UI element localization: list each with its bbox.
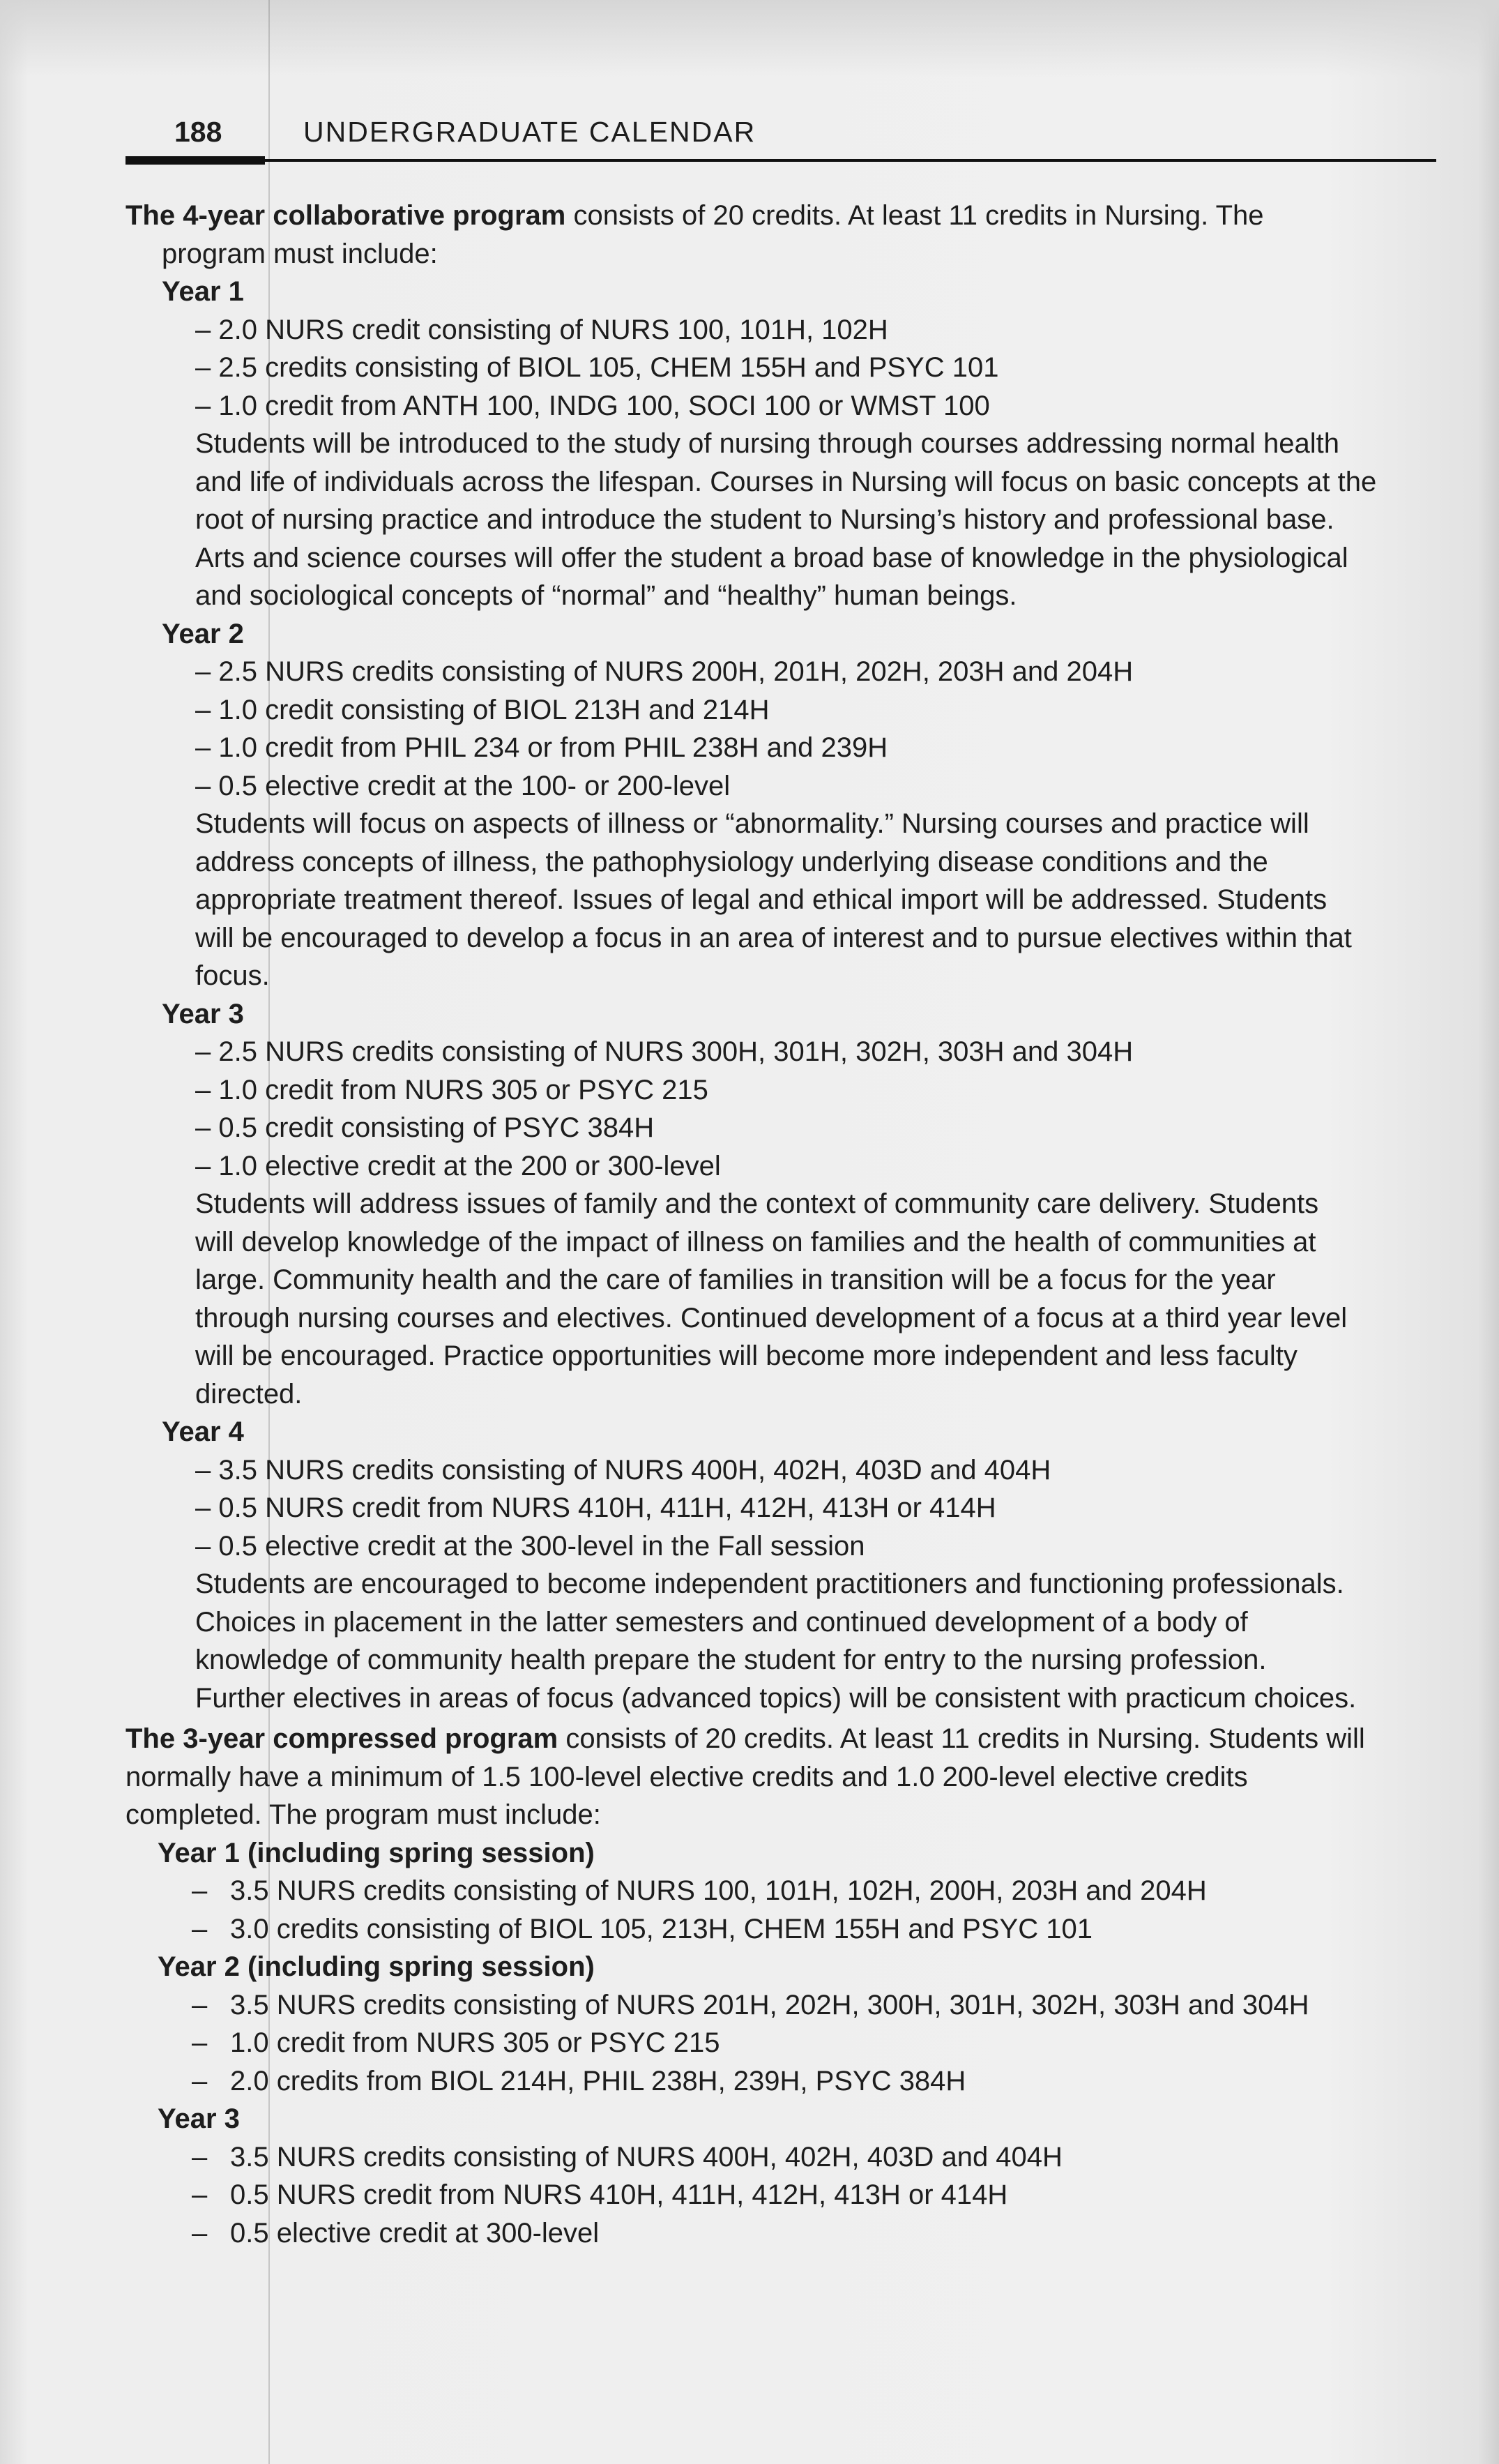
text-line: will be encouraged. Practice opportunities will become more independent and less faculty	[195, 1340, 1298, 1371]
list-item	[192, 1986, 1436, 2025]
text-line: and sociological concepts of “normal” and “healthy” human beings.	[195, 580, 1017, 611]
three-year-intro-text: consists of 20 credits. At least 11 credits in Nursing. Students will	[558, 1723, 1365, 1754]
year-heading: Year 2 (including spring session)	[158, 1951, 595, 1982]
text-line: normally have a minimum of 1.5 100-level elective credits and 1.0 200-level elective credits	[125, 1761, 1248, 1792]
year-description	[195, 425, 1436, 615]
list-item: – 0.5 elective credit at the 300-level in the Fall session	[195, 1530, 865, 1562]
text-line: Students will be introduced to the study of nursing through courses addressing normal health	[195, 428, 1339, 459]
year-heading: Year 1	[162, 276, 244, 307]
year-description	[195, 1185, 1436, 1413]
text-line: and life of individuals across the lifespan. Courses in Nursing will focus on basic concepts at the	[195, 466, 1377, 497]
list-item-text: 3.0 credits consisting of BIOL 105, 213H, CHEM 155H and PSYC 101	[230, 1913, 1093, 1944]
text-line: Further electives in areas of focus (advanced topics) will be consistent with practicum choices.	[195, 1682, 1357, 1714]
text-line: Choices in placement in the latter semesters and continued development of a body of	[195, 1606, 1248, 1638]
list-item: – 2.5 credits consisting of BIOL 105, CHEM 155H and PSYC 101	[195, 352, 999, 383]
text-line: address concepts of illness, the pathophysiology underlying disease conditions and the	[195, 846, 1268, 877]
list-item: – 0.5 elective credit at the 100- or 200-level	[195, 770, 731, 801]
year-description	[195, 1565, 1436, 1717]
list-item	[192, 2024, 1436, 2062]
header-rule-thick	[125, 156, 265, 165]
list-item: – 1.0 elective credit at the 200 or 300-level	[195, 1150, 721, 1181]
text-line: root of nursing practice and introduce the student to Nursing’s history and professional base.	[195, 504, 1334, 535]
four-year-intro-text: consists of 20 credits. At least 11 credits in Nursing. The	[565, 200, 1264, 231]
year-heading: Year 3	[162, 998, 244, 1029]
dash: –	[192, 2217, 208, 2248]
scan-shadow	[0, 0, 1499, 77]
dash: –	[192, 1875, 208, 1906]
list-item: – 1.0 credit from NURS 305 or PSYC 215	[195, 1074, 708, 1105]
four-year-intro-text-cont: program must include:	[162, 238, 438, 269]
text-line: will be encouraged to develop a focus in an area of interest and to pursue electives within that	[195, 922, 1352, 953]
running-title: UNDERGRADUATE CALENDAR	[303, 116, 756, 148]
year-heading: Year 1 (including spring session)	[158, 1837, 595, 1868]
header-rule-thin	[265, 159, 1436, 162]
dash: –	[192, 2179, 208, 2210]
text-line: through nursing courses and electives. Continued development of a focus at a third year level	[195, 1302, 1348, 1333]
year-heading: Year 3	[158, 2103, 240, 2134]
page-body	[125, 197, 1436, 2252]
list-item: – 1.0 credit from PHIL 234 or from PHIL 238H and 239H	[195, 732, 888, 763]
list-item: – 2.5 NURS credits consisting of NURS 300H, 301H, 302H, 303H and 304H	[195, 1036, 1134, 1067]
list-item-text: 0.5 NURS credit from NURS 410H, 411H, 412H, 413H or 414H	[230, 2179, 1008, 2210]
text-line: completed. The program must include:	[125, 1799, 601, 1830]
list-item	[192, 2214, 1436, 2253]
year-heading: Year 4	[162, 1416, 244, 1447]
year-description	[195, 805, 1436, 995]
dash: –	[192, 2065, 208, 2096]
page-header	[125, 112, 1436, 160]
list-item: – 2.0 NURS credit consisting of NURS 100, 101H, 102H	[195, 314, 888, 345]
dash: –	[192, 2027, 208, 2058]
three-year-intro	[125, 1720, 1436, 1834]
list-item-text: 1.0 credit from NURS 305 or PSYC 215	[230, 2027, 720, 2058]
list-item: – 2.5 NURS credits consisting of NURS 200H, 201H, 202H, 203H and 204H	[195, 656, 1134, 687]
dash: –	[192, 1913, 208, 1944]
text-line: knowledge of community health prepare the student for entry to the nursing profession.	[195, 1645, 1267, 1675]
text-line: Students will focus on aspects of illness or “abnormality.” Nursing courses and practice will	[195, 808, 1309, 839]
list-item-text: 3.5 NURS credits consisting of NURS 400H, 402H, 403D and 404H	[230, 2141, 1063, 2172]
dash: –	[192, 2141, 208, 2172]
list-item	[192, 1872, 1436, 1910]
three-year-title: The 3-year compressed program	[125, 1723, 558, 1754]
list-item	[192, 2176, 1436, 2214]
text-line: Arts and science courses will offer the student a broad base of knowledge in the physiological	[195, 542, 1348, 573]
list-item	[192, 2062, 1436, 2101]
list-item	[192, 2138, 1436, 2177]
text-line: appropriate treatment thereof. Issues of legal and ethical import will be addressed. Students	[195, 884, 1327, 915]
text-line: Students are encouraged to become independent practitioners and functioning professionals.	[195, 1569, 1344, 1599]
year-heading: Year 2	[162, 618, 244, 649]
list-item	[192, 1910, 1436, 1949]
list-item: – 0.5 credit consisting of PSYC 384H	[195, 1112, 655, 1143]
list-item-text: 2.0 credits from BIOL 214H, PHIL 238H, 239H, PSYC 384H	[230, 2065, 966, 2096]
text-line: focus.	[195, 960, 270, 991]
list-item: – 0.5 NURS credit from NURS 410H, 411H, 412H, 413H or 414H	[195, 1492, 996, 1523]
four-year-intro	[125, 197, 1436, 273]
list-item: – 3.5 NURS credits consisting of NURS 400H, 402H, 403D and 404H	[195, 1454, 1051, 1486]
dash: –	[192, 1989, 208, 2020]
text-line: directed.	[195, 1378, 303, 1409]
text-line: large. Community health and the care of families in transition will be a focus for the year	[195, 1264, 1276, 1295]
list-item-text: 3.5 NURS credits consisting of NURS 100, 101H, 102H, 200H, 203H and 204H	[230, 1875, 1207, 1906]
list-item: – 1.0 credit from ANTH 100, INDG 100, SOCI 100 or WMST 100	[195, 390, 990, 421]
text-line: Students will address issues of family and the context of community care delivery. Students	[195, 1188, 1319, 1219]
four-year-title: The 4-year collaborative program	[125, 200, 566, 231]
text-line: will develop knowledge of the impact of illness on families and the health of communities at	[195, 1226, 1316, 1257]
list-item-text: 3.5 NURS credits consisting of NURS 201H, 202H, 300H, 301H, 302H, 303H and 304H	[230, 1989, 1309, 2020]
list-item: – 1.0 credit consisting of BIOL 213H and 214H	[195, 694, 770, 725]
page-number: 188	[174, 116, 222, 148]
list-item-text: 0.5 elective credit at 300-level	[230, 2217, 600, 2248]
